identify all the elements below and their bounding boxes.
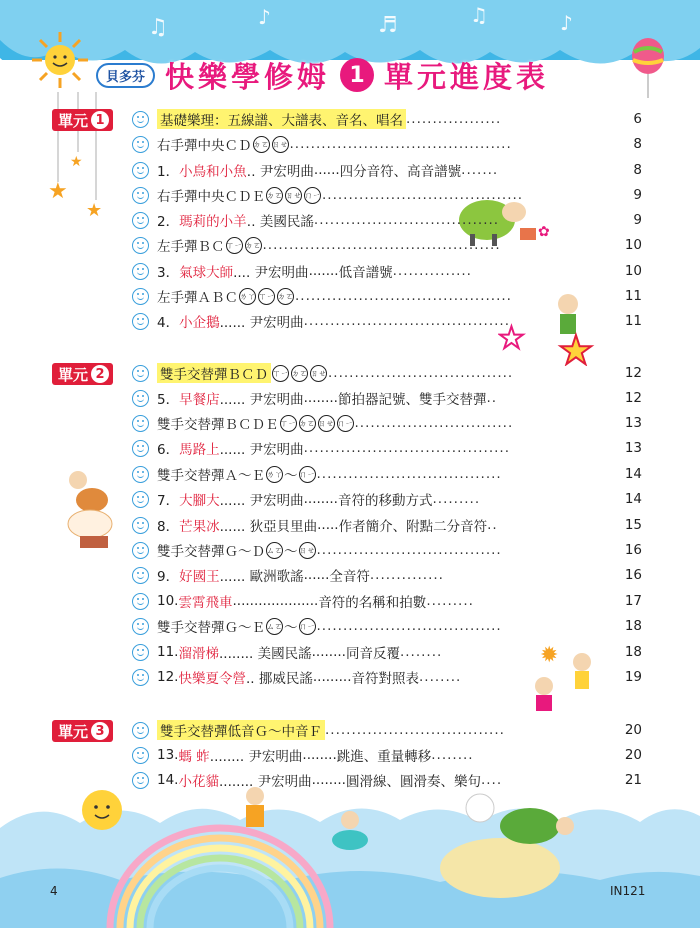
toc-row xyxy=(132,362,642,384)
leader-dots: .... xyxy=(480,772,503,788)
svg-text:★: ★ xyxy=(498,321,525,356)
lesson-topic: 作者簡介、附點二分音符 xyxy=(338,519,488,535)
smiley-icon xyxy=(132,390,149,407)
smiley-icon xyxy=(132,466,149,483)
row-title: 雙手交替彈Ａ～Ｅ xyxy=(157,468,265,484)
title-number: 1 xyxy=(340,58,374,92)
row-title: 基礎樂理：五線譜、大譜表、音名、唱名 xyxy=(157,109,406,129)
page-number: 21 xyxy=(624,772,642,788)
toc-row xyxy=(132,387,642,409)
smiley-icon xyxy=(132,491,149,508)
svg-text:♬: ♬ xyxy=(378,13,398,38)
svg-text:★: ★ xyxy=(48,179,68,204)
smiley-icon xyxy=(132,669,149,686)
song-title: 好國王 xyxy=(179,569,220,585)
leader-dots: ....... xyxy=(308,263,339,279)
leader-dots: .......................................... xyxy=(289,136,512,152)
row-title: 雙手交替彈ＢＣＤ xyxy=(157,363,271,383)
toc-row xyxy=(132,769,642,791)
composer: .. 挪威民謠 xyxy=(245,671,313,687)
svg-text:♪: ♪ xyxy=(258,5,271,29)
lesson-topic: 音符對照表 xyxy=(351,671,419,687)
leader-dots: ....................................... xyxy=(303,440,510,456)
composer: ...... 歐洲歌謠 xyxy=(219,569,304,585)
song-number: 14. xyxy=(157,772,179,788)
leader-dots: ........ xyxy=(418,669,462,685)
row-title: 雙手交替彈ＢＣＤＥ xyxy=(157,417,279,433)
note-name-badge: ㄙㄛ xyxy=(266,618,283,635)
leader-dots: .............. xyxy=(369,567,444,583)
leader-dots: ............... xyxy=(392,263,472,279)
leader-dots: ..... xyxy=(317,517,339,533)
lesson-topic: 音符的移動方式 xyxy=(337,493,433,509)
song-number: 10. xyxy=(157,593,179,609)
song-title: 雲霄飛車 xyxy=(178,595,233,611)
footer-page-number: 4 xyxy=(50,884,58,898)
svg-text:✹: ✹ xyxy=(540,643,559,668)
leader-dots: ......... xyxy=(312,669,352,685)
note-name-badge: ㄒㄧ xyxy=(226,237,243,254)
toc-row xyxy=(132,539,642,561)
leader-dots: ........ xyxy=(311,772,346,788)
svg-text:♫: ♫ xyxy=(148,15,168,40)
smiley-icon xyxy=(132,440,149,457)
song-title: 溜滑梯 xyxy=(178,646,219,662)
leader-dots: ........ xyxy=(303,390,338,406)
leader-dots: ......... xyxy=(432,491,481,507)
svg-text:★: ★ xyxy=(70,154,83,170)
toc-row xyxy=(132,488,642,510)
toc-row xyxy=(132,184,642,206)
toc-row xyxy=(132,744,642,766)
smiley-icon xyxy=(132,415,149,432)
leader-dots: ...... xyxy=(303,567,330,583)
leader-dots: .................... xyxy=(232,593,319,609)
note-name-badge: ㄖㄝ xyxy=(318,415,335,432)
leader-dots: ....... xyxy=(461,162,499,178)
smiley-icon xyxy=(132,187,149,204)
page-number: 9 xyxy=(633,212,642,228)
note-name-badge: ㄖㄝ xyxy=(272,136,289,153)
toc-row xyxy=(132,260,642,282)
svg-text:★: ★ xyxy=(558,328,594,366)
smiley-icon xyxy=(132,644,149,661)
unit-badge-1 xyxy=(52,109,113,131)
svg-text:♫: ♫ xyxy=(470,3,488,27)
row-title: 雙手交替彈低音Ｇ～中音Ｆ xyxy=(157,720,325,740)
note-name-badge: ㄇㄧ xyxy=(337,415,354,432)
note-name-badge: ㄙㄛ xyxy=(266,542,283,559)
smiley-icon xyxy=(132,288,149,305)
composer: ........ 美國民謠 xyxy=(218,646,312,662)
smiley-icon xyxy=(132,772,149,789)
row-title: 左手彈ＡＢＣ xyxy=(157,290,238,306)
smiley-icon xyxy=(132,136,149,153)
range-tilde: ～ xyxy=(284,468,298,484)
toc-row xyxy=(132,133,642,155)
song-number: 11. xyxy=(157,644,179,660)
leader-dots: ................................... xyxy=(313,212,500,228)
composer: .... 尹宏明曲 xyxy=(233,265,309,281)
note-name-badge: ㄖㄝ xyxy=(299,542,316,559)
page-number: 12 xyxy=(624,365,642,381)
smiley-icon xyxy=(132,365,149,382)
title-left: 快樂學修姆 xyxy=(165,59,331,94)
smiley-icon xyxy=(132,263,149,280)
lesson-topic: 音符的名稱和拍數 xyxy=(318,595,427,611)
composer: ........ 尹宏明曲 xyxy=(218,774,312,790)
toc-row xyxy=(132,514,642,536)
note-name-badge: ㄇㄧ xyxy=(299,466,316,483)
row-title: 右手彈中央ＣＤＥ xyxy=(157,189,265,205)
lesson-topic: 四分音符、高音譜號 xyxy=(339,164,462,180)
lesson-topic: 跳進、重量轉移 xyxy=(336,749,432,765)
toc-row xyxy=(132,209,642,231)
composer: ........ 尹宏明曲 xyxy=(209,749,303,765)
song-title: 氣球大師 xyxy=(179,265,234,281)
leader-dots: ............................................. xyxy=(262,237,501,253)
lesson-topic: 節拍器記號、雙手交替彈 xyxy=(337,392,487,408)
leader-dots: ...................................... xyxy=(322,187,524,203)
smiley-icon xyxy=(132,722,149,739)
svg-text:♪: ♪ xyxy=(560,11,573,35)
smiley-icon xyxy=(132,593,149,610)
song-title: 馬路上 xyxy=(179,442,220,458)
song-number: 6． xyxy=(157,442,180,458)
unit-badge-number: 2 xyxy=(91,365,109,383)
row-title: 雙手交替彈Ｇ～Ｅ xyxy=(157,620,265,636)
song-number: 2． xyxy=(157,214,180,230)
page-number: 11 xyxy=(624,288,642,304)
smiley-icon xyxy=(132,313,149,330)
unit-badge-number: 1 xyxy=(91,111,109,129)
leader-dots: ......... xyxy=(426,593,474,609)
toc-row xyxy=(132,564,642,586)
page-number: 10 xyxy=(624,237,642,253)
page-number: 14 xyxy=(624,466,642,482)
leader-dots: ...... xyxy=(313,162,340,178)
song-title: 小鳥和小魚 xyxy=(179,164,247,180)
song-title: 小花貓 xyxy=(178,774,219,790)
smiley-icon xyxy=(132,237,149,254)
note-name-badge: ㄒㄧ xyxy=(258,288,275,305)
page-number: 18 xyxy=(624,644,642,660)
smiley-icon xyxy=(132,567,149,584)
song-number: 1． xyxy=(157,164,180,180)
leader-dots: ........ xyxy=(302,747,337,763)
unit-badge-label: 單元 xyxy=(58,365,89,384)
smiley-icon xyxy=(132,747,149,764)
composer: ...... 狄亞貝里曲 xyxy=(219,519,318,535)
page-number: 13 xyxy=(624,440,642,456)
unit-badge-2 xyxy=(52,363,113,385)
toc-row xyxy=(132,159,642,181)
leader-dots: .. xyxy=(486,390,498,406)
smiley-icon xyxy=(132,618,149,635)
leader-dots: ......................................... xyxy=(295,288,512,304)
note-name-badge: ㄌㄚ xyxy=(239,288,256,305)
note-name-badge: ㄖㄝ xyxy=(285,187,302,204)
row-title: 雙手交替彈Ｇ～Ｄ xyxy=(157,544,265,560)
unit-badge-label: 單元 xyxy=(58,722,89,741)
song-number: 12. xyxy=(157,669,179,685)
unit-badge-number: 3 xyxy=(91,722,109,740)
composer: ‥ 美國民謠 xyxy=(246,214,314,230)
composer: ...... 尹宏明曲 xyxy=(219,442,304,458)
note-name-badge: ㄉㄛ xyxy=(253,136,270,153)
toc-row xyxy=(132,285,642,307)
unit-badge-3 xyxy=(52,720,113,742)
note-name-badge: ㄒㄧ xyxy=(272,365,289,382)
range-tilde: ～ xyxy=(284,544,298,560)
smiley-icon xyxy=(132,542,149,559)
note-name-badge: ㄇㄧ xyxy=(304,187,321,204)
toc-row xyxy=(132,666,642,688)
song-number: 13. xyxy=(157,747,179,763)
note-name-badge: ㄒㄧ xyxy=(280,415,297,432)
toc-row xyxy=(132,719,642,741)
toc-row xyxy=(132,641,642,663)
leader-dots: ........ xyxy=(399,644,443,660)
note-name-badge: ㄌㄚ xyxy=(266,466,283,483)
page-number: 13 xyxy=(624,415,642,431)
toc-row xyxy=(132,463,642,485)
song-title: 早餐店 xyxy=(179,392,220,408)
page-number: 8 xyxy=(633,136,642,152)
lesson-topic: 同音反覆 xyxy=(345,646,400,662)
leader-dots: .................. xyxy=(406,111,502,127)
row-title: 右手彈中央ＣＤ xyxy=(157,138,252,154)
smiley-icon xyxy=(132,517,149,534)
toc-row xyxy=(132,108,642,130)
page-number: 15 xyxy=(624,517,642,533)
leader-dots: .................................. xyxy=(325,722,505,738)
row-title: 左手彈ＢＣ xyxy=(157,239,225,255)
page-number: 17 xyxy=(624,593,642,609)
svg-text:★: ★ xyxy=(86,200,103,221)
unit-badge-label: 單元 xyxy=(58,111,89,130)
smiley-icon xyxy=(132,111,149,128)
lesson-topic: 全音符 xyxy=(329,569,370,585)
song-number: 5． xyxy=(157,392,180,408)
toc-row xyxy=(132,437,642,459)
page-number: 20 xyxy=(624,722,642,738)
song-number: 9． xyxy=(157,569,180,585)
song-number: 3． xyxy=(157,265,180,281)
note-name-badge: ㄉㄛ xyxy=(291,365,308,382)
toc-row xyxy=(132,310,642,332)
page-number: 20 xyxy=(624,747,642,763)
page-number: 12 xyxy=(624,390,642,406)
leader-dots: ................................... xyxy=(328,365,514,381)
note-name-badge: ㄉㄛ xyxy=(266,187,283,204)
note-name-badge: ㄉㄛ xyxy=(277,288,294,305)
song-number: 7． xyxy=(157,493,180,509)
page-number: 6 xyxy=(633,111,642,127)
leader-dots: ................................... xyxy=(316,542,502,558)
page-number: 18 xyxy=(624,618,642,634)
leader-dots: ................................... xyxy=(316,618,502,634)
range-tilde: ～ xyxy=(284,620,298,636)
composer: ...... 尹宏明曲 xyxy=(219,392,304,408)
composer: ‥ 尹宏明曲 xyxy=(246,164,314,180)
title-right: 單元進度表 xyxy=(384,59,550,94)
toc-row xyxy=(132,615,642,637)
brand-label: 貝多芬 xyxy=(96,63,155,88)
leader-dots: ........ xyxy=(431,747,474,763)
song-number: 4． xyxy=(157,315,180,331)
page-number: 11 xyxy=(624,313,642,329)
leader-dots: ........ xyxy=(303,491,338,507)
page-number: 14 xyxy=(624,491,642,507)
page-number: 8 xyxy=(633,162,642,178)
leader-dots: ....................................... xyxy=(303,313,510,329)
song-title: 螞 蚱 xyxy=(178,749,210,765)
toc-row xyxy=(132,234,642,256)
composer: ...... 尹宏明曲 xyxy=(219,493,304,509)
song-title: 瑪莉的小羊 xyxy=(179,214,247,230)
composer: ...... 尹宏明曲 xyxy=(219,315,304,331)
page-number: 9 xyxy=(633,187,642,203)
footer-code: IN121 xyxy=(610,884,646,898)
leader-dots: ........ xyxy=(311,644,346,660)
song-title: 大腳大 xyxy=(179,493,220,509)
toc-row xyxy=(132,590,642,612)
page-number: 16 xyxy=(624,567,642,583)
note-name-badge: ㄇㄧ xyxy=(299,618,316,635)
lesson-topic: 低音譜號 xyxy=(338,265,393,281)
page-number: 19 xyxy=(624,669,642,685)
note-name-badge: ㄖㄝ xyxy=(310,365,327,382)
page-number: 10 xyxy=(624,263,642,279)
toc-row xyxy=(132,412,642,434)
svg-text:✿: ✿ xyxy=(538,224,550,240)
song-title: 小企鵝 xyxy=(179,315,220,331)
leader-dots: ................................... xyxy=(316,466,502,482)
song-title: 芒果冰 xyxy=(179,519,220,535)
smiley-icon xyxy=(132,212,149,229)
smiley-icon xyxy=(132,162,149,179)
leader-dots: .............................. xyxy=(354,415,514,431)
song-title: 快樂夏令營 xyxy=(178,671,246,687)
song-number: 8． xyxy=(157,519,180,535)
page-number: 16 xyxy=(624,542,642,558)
leader-dots: .. xyxy=(487,517,498,533)
note-name-badge: ㄉㄛ xyxy=(245,237,262,254)
note-name-badge: ㄉㄛ xyxy=(299,415,316,432)
lesson-topic: 圓滑線、圓滑奏、樂句 xyxy=(345,774,481,790)
